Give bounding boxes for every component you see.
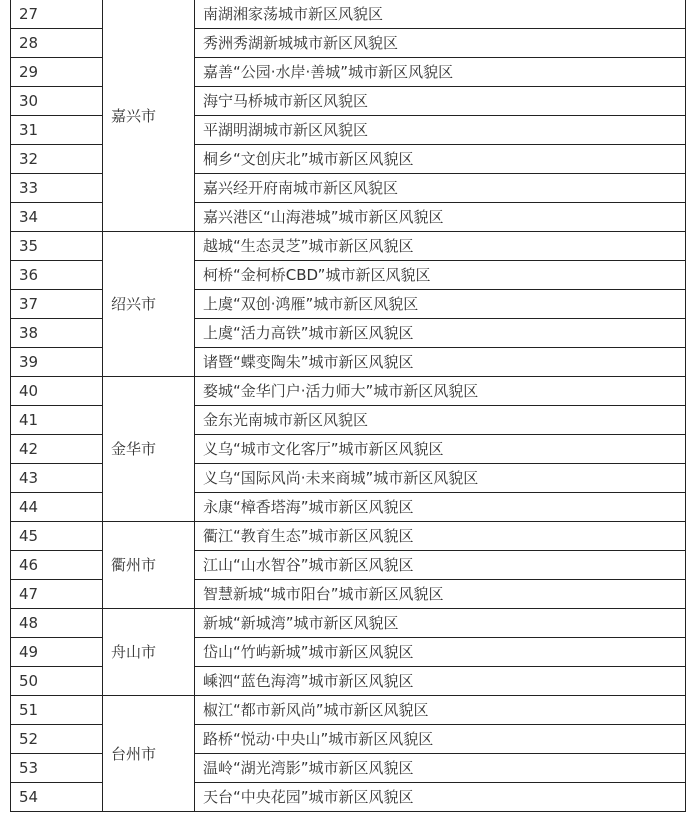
district-name: 柯桥“金柯桥CBD”城市新区风貌区 (195, 261, 686, 290)
district-table (10, 0, 686, 812)
table-row (11, 0, 686, 29)
row-number: 43 (11, 464, 103, 493)
row-number: 54 (11, 783, 103, 812)
city-cell: 金华市 (103, 377, 195, 522)
district-name: 金东光南城市新区风貌区 (195, 406, 686, 435)
city-cell: 绍兴市 (103, 232, 195, 377)
row-number: 42 (11, 435, 103, 464)
district-name: 婺城“金华门户·活力师大”城市新区风貌区 (195, 377, 686, 406)
district-name: 江山“山水智谷”城市新区风貌区 (195, 551, 686, 580)
row-number: 37 (11, 290, 103, 319)
district-name: 桐乡“文创庆北”城市新区风貌区 (195, 145, 686, 174)
row-number: 52 (11, 725, 103, 754)
row-number: 53 (11, 754, 103, 783)
row-number: 28 (11, 29, 103, 58)
row-number: 34 (11, 203, 103, 232)
district-name: 诸暨“蝶变陶朱”城市新区风貌区 (195, 348, 686, 377)
district-name: 温岭“湖光湾影”城市新区风貌区 (195, 754, 686, 783)
row-number: 39 (11, 348, 103, 377)
district-name: 永康“樟香塔海”城市新区风貌区 (195, 493, 686, 522)
row-number: 49 (11, 638, 103, 667)
district-name: 路桥“悦动·中央山”城市新区风貌区 (195, 725, 686, 754)
city-cell: 衢州市 (103, 522, 195, 609)
district-name: 义乌“国际风尚·未来商城”城市新区风貌区 (195, 464, 686, 493)
table-row (11, 696, 686, 725)
city-cell: 台州市 (103, 696, 195, 812)
table-row (11, 609, 686, 638)
district-name: 上虞“双创·鸿雁”城市新区风貌区 (195, 290, 686, 319)
district-name: 南湖湘家荡城市新区风貌区 (195, 0, 686, 29)
district-name: 衢江“教育生态”城市新区风貌区 (195, 522, 686, 551)
district-name: 平湖明湖城市新区风貌区 (195, 116, 686, 145)
table-body (11, 0, 686, 812)
row-number: 29 (11, 58, 103, 87)
district-name: 海宁马桥城市新区风貌区 (195, 87, 686, 116)
row-number: 45 (11, 522, 103, 551)
district-name: 越城“生态灵芝”城市新区风貌区 (195, 232, 686, 261)
district-name: 嵊泗“蓝色海湾”城市新区风貌区 (195, 667, 686, 696)
row-number: 40 (11, 377, 103, 406)
district-name: 嘉兴经开府南城市新区风貌区 (195, 174, 686, 203)
district-name: 天台“中央花园”城市新区风貌区 (195, 783, 686, 812)
row-number: 38 (11, 319, 103, 348)
district-name: 嘉善“公园·水岸·善城”城市新区风貌区 (195, 58, 686, 87)
table-row (11, 522, 686, 551)
row-number: 41 (11, 406, 103, 435)
table-row (11, 232, 686, 261)
city-cell: 嘉兴市 (103, 0, 195, 232)
row-number: 32 (11, 145, 103, 174)
row-number: 51 (11, 696, 103, 725)
table-row (11, 377, 686, 406)
row-number: 35 (11, 232, 103, 261)
district-name: 智慧新城“城市阳台”城市新区风貌区 (195, 580, 686, 609)
row-number: 50 (11, 667, 103, 696)
row-number: 36 (11, 261, 103, 290)
district-name: 新城“新城湾”城市新区风貌区 (195, 609, 686, 638)
row-number: 46 (11, 551, 103, 580)
row-number: 31 (11, 116, 103, 145)
row-number: 44 (11, 493, 103, 522)
row-number: 47 (11, 580, 103, 609)
row-number: 30 (11, 87, 103, 116)
district-name: 嘉兴港区“山海港城”城市新区风貌区 (195, 203, 686, 232)
district-name: 岱山“竹屿新城”城市新区风貌区 (195, 638, 686, 667)
district-name: 秀洲秀湖新城城市新区风貌区 (195, 29, 686, 58)
row-number: 27 (11, 0, 103, 29)
row-number: 48 (11, 609, 103, 638)
district-name: 义乌“城市文化客厅”城市新区风貌区 (195, 435, 686, 464)
district-name: 上虞“活力高铁”城市新区风貌区 (195, 319, 686, 348)
city-cell: 舟山市 (103, 609, 195, 696)
district-name: 椒江“都市新风尚”城市新区风貌区 (195, 696, 686, 725)
row-number: 33 (11, 174, 103, 203)
